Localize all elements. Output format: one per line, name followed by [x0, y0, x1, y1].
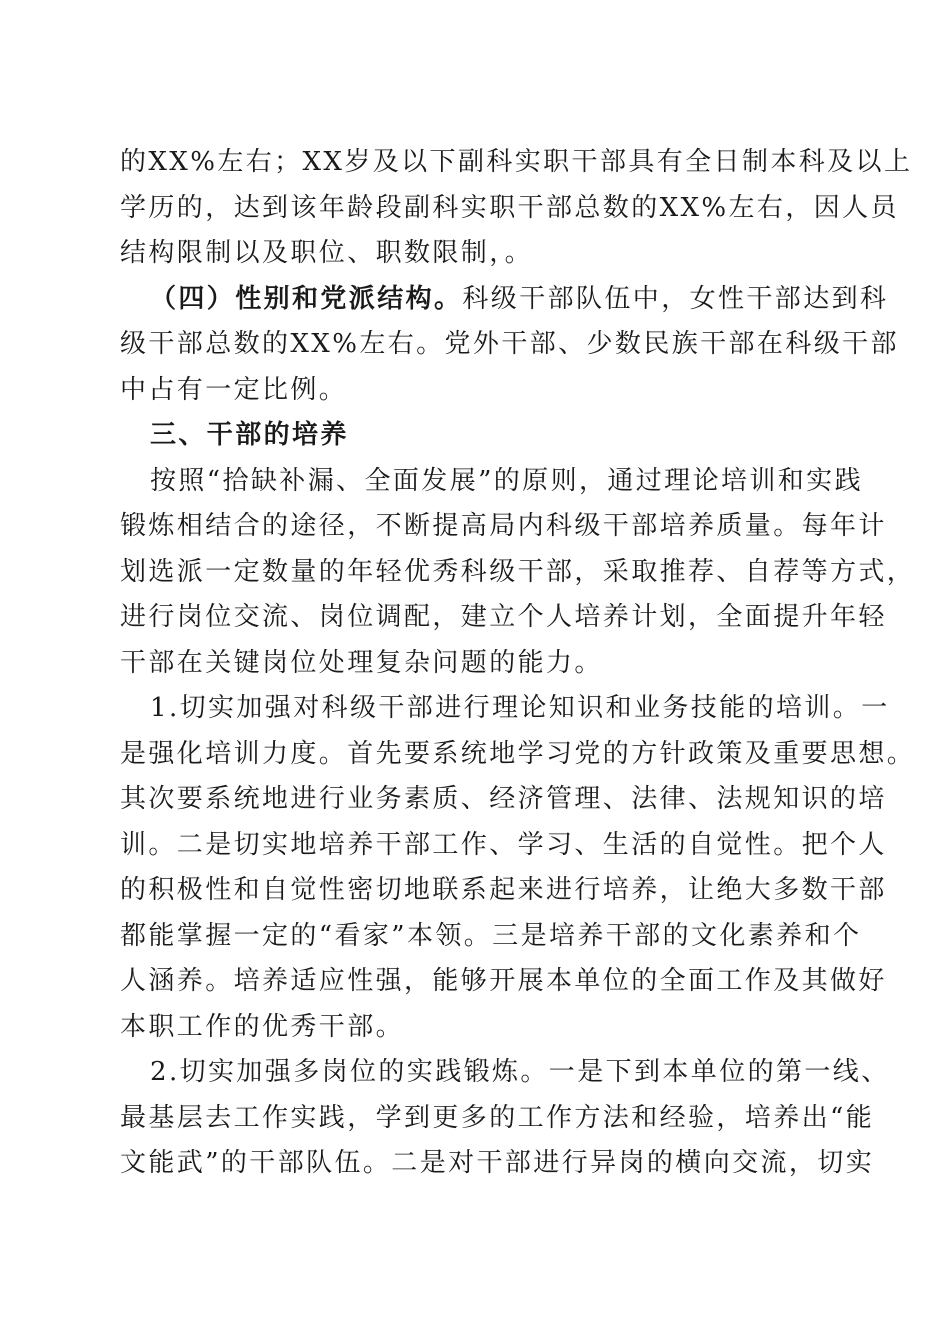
text-line: 锻炼相结合的途径，不断提高局内科级干部培养质量。每年计 [120, 511, 887, 541]
text-line: 2.切实加强多岗位的实践锻炼。一是下到本单位的第一线、 [150, 1057, 890, 1087]
text-line [120, 277, 889, 323]
text-line: 其次要系统地进行业务素质、经济管理、法律、法规知识的培 [120, 784, 887, 814]
section-subheading: （四）性别和党派结构。 [150, 283, 463, 314]
text-line: 的XX%左右；XX岁及以下副科实职干部具有全日制本科及以上 [120, 147, 913, 177]
text-line: 人涵养。培养适应性强，能够开展本单位的全面工作及其做好 [120, 966, 887, 996]
text-line: 中占有一定比例。 [120, 374, 348, 405]
paragraph-education-continued [120, 140, 913, 277]
text-line: 进行岗位交流、岗位调配，建立个人培养计划，全面提升年轻 [120, 602, 887, 632]
text-line: 学历的，达到该年龄段副科实职干部总数的XX%左右，因人员 [120, 192, 899, 223]
heading-cadre-training: 三、干部的培养 [150, 420, 349, 450]
text-line: 按照“拾缺补漏、全面发展”的原则，通过理论培训和实践 [150, 465, 863, 496]
text-line: 级干部总数的XX%左右。党外干部、少数民族干部在科级干部 [120, 329, 899, 359]
paragraph-practice-training [120, 1050, 890, 1187]
text-line: 本职工作的优秀干部。 [120, 1011, 405, 1042]
text-line: 是强化培训力度。首先要系统地学习党的方针政策及重要思想。 [120, 738, 916, 769]
section-heading [120, 413, 835, 459]
text-line: 都能掌握一定的“看家”本领。三是培养干部的文化素养和个 [120, 920, 862, 951]
text-line: 1.切实加强对科级干部进行理论知识和业务技能的培训。一 [150, 693, 890, 723]
text-line: 的积极性和自觉性密切地联系起来进行培养，让绝大多数干部 [120, 875, 887, 905]
text-line: 训。二是切实地培养干部工作、学习、生活的自觉性。把个人 [120, 829, 887, 860]
paragraph-training-principle [120, 459, 916, 687]
paragraph-theory-training [120, 686, 916, 1050]
paragraph-gender-party-structure [120, 277, 899, 414]
text-line: 结构限制以及职位、职数限制，。 [120, 238, 534, 268]
text-run: 科级干部队伍中，女性干部达到科 [462, 283, 889, 314]
text-line: 文能武”的干部队伍。二是对干部进行异岗的横向交流，切实 [120, 1148, 875, 1178]
text-line: 划选派一定数量的年轻优秀科级干部，采取推荐、自荐等方式， [120, 556, 916, 587]
text-line: 干部在关键岗位处理复杂问题的能力。 [120, 647, 603, 678]
document-page [120, 140, 916, 1187]
text-line: 最基层去工作实践，学到更多的工作方法和经验，培养出“能 [120, 1102, 875, 1133]
